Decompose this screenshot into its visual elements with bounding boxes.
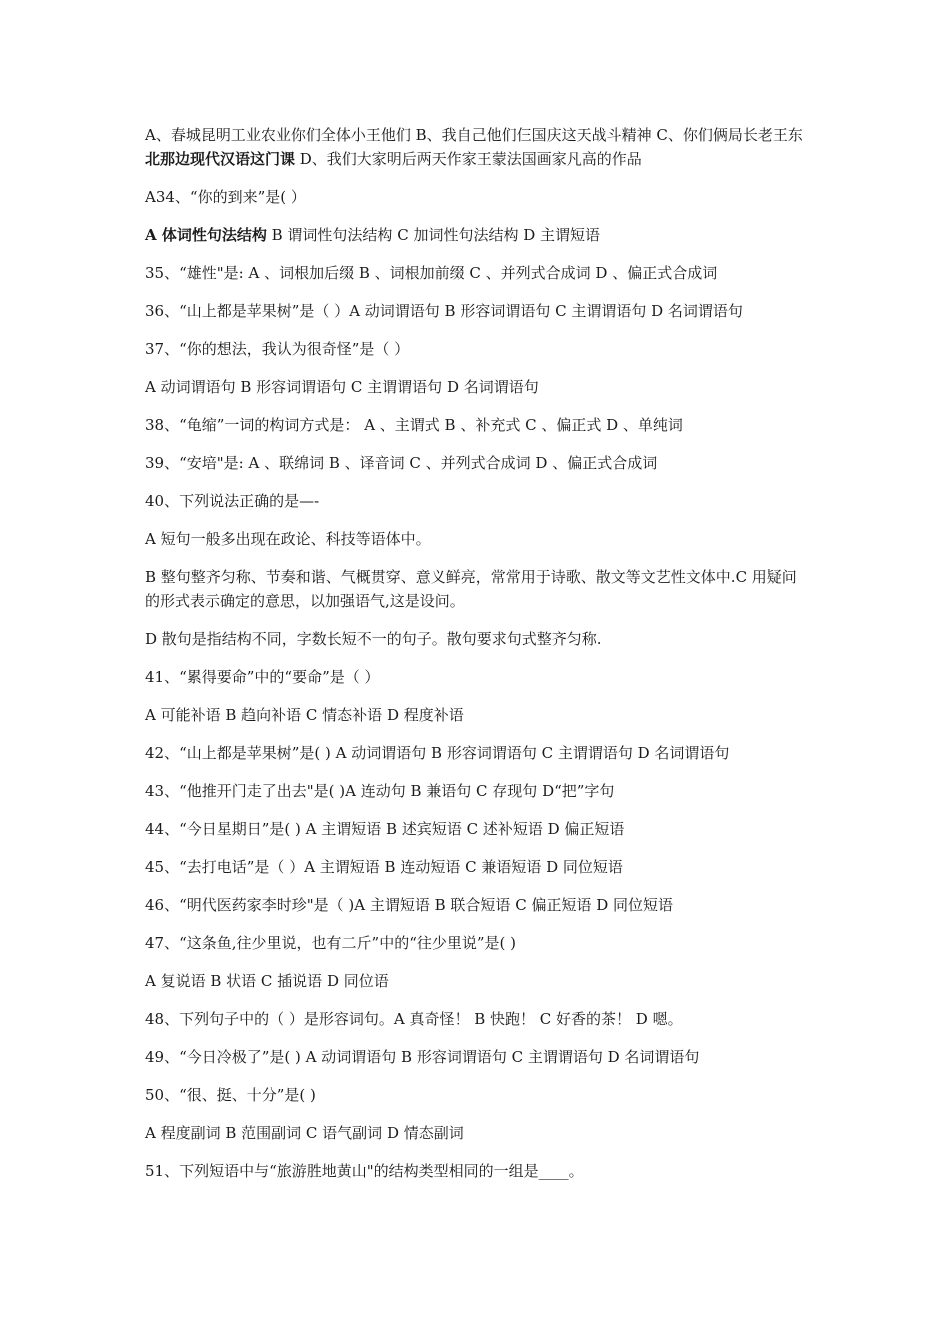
paragraph-12 [145,627,810,651]
text-run: 38、“龟缩”一词的构词方式是： A 、主谓式 B 、补充式 C 、偏正式 D 、单纯词 [145,416,683,434]
text-run: D 散句是指结构不同，字数长短不一的句子。散句要求句式整齐匀称. [145,630,602,648]
text-run: 50、“很、挺、十分”是( ) [145,1086,316,1104]
bold-text: 北那边现代汉语这门课 [145,150,296,168]
text-run: B 整句整齐匀称、节奏和谐、气概贯穿、意义鲜亮，常常用于诗歌、散文等文艺性文体中.C 用疑问的形式表示确定的意思，以加强语气,这是设问。 [145,568,797,610]
paragraph-4 [145,299,810,323]
text-run: 51、下列短语中与“旅游胜地黄山"的结构类型相同的一组是____。 [145,1162,584,1180]
text-run: A34、“你的到来”是( ） [145,188,306,206]
text-run: 37、“你的想法，我认为很奇怪”是（ ） [145,340,410,358]
paragraph-18 [145,855,810,879]
paragraph-20 [145,931,810,955]
text-run: 42、“山上都是苹果树”是( ) A 动词谓语句 B 形容词谓语句 C 主谓谓语句 D 名词谓语句 [145,744,730,762]
paragraph-14 [145,703,810,727]
text-run: 46、“明代医药家李时珍"是（ )A 主谓短语 B 联合短语 C 偏正短语 D 同位短语 [145,896,674,914]
bold-text: A 体词性句法结构 [145,226,267,244]
paragraph-17 [145,817,810,841]
text-run: D、我们大家明后两天作家王蒙法国画家凡高的作品 [295,150,642,168]
paragraph-6 [145,375,810,399]
paragraph-13 [145,665,810,689]
text-run: 48、下列句子中的（ ）是形容词句。A 真奇怪！ B 快跑！ C 好香的茶！ D 嗯。 [145,1010,683,1028]
text-run: A 动词谓语句 B 形容词谓语句 C 主谓谓语句 D 名词谓语句 [145,378,539,396]
paragraph-7 [145,413,810,437]
paragraph-21 [145,969,810,993]
text-run: A 短句一般多出现在政论、科技等语体中。 [145,530,431,548]
text-run: 45、“去打电话”是（ ）A 主谓短语 B 连动短语 C 兼语短语 D 同位短语 [145,858,623,876]
paragraph-5 [145,337,810,361]
text-run: A、春城昆明工业农业你们全体小王他们 B、我自己他们仨国庆这天战斗精神 C、你们俩局长老王东 [145,126,803,144]
paragraph-24 [145,1083,810,1107]
document-body [145,123,810,1197]
paragraph-2 [145,223,810,247]
text-run: A 程度副词 B 范围副词 C 语气副词 D 情态副词 [145,1124,464,1142]
paragraph-25 [145,1121,810,1145]
paragraph-16 [145,779,810,803]
text-run: 49、“今日冷极了”是( ) A 动词谓语句 B 形容词谓语句 C 主谓谓语句 D 名词谓语句 [145,1048,700,1066]
text-run: A 复说语 B 状语 C 插说语 D 同位语 [145,972,389,990]
paragraph-19 [145,893,810,917]
paragraph-0 [145,123,810,171]
paragraph-3 [145,261,810,285]
paragraph-15 [145,741,810,765]
paragraph-11 [145,565,810,613]
text-run: 41、“累得要命”中的“要命”是（ ） [145,668,380,686]
text-run: 40、下列说法正确的是—- [145,492,320,510]
text-run: B 谓词性句法结构 C 加词性句法结构 D 主谓短语 [266,226,601,244]
paragraph-23 [145,1045,810,1069]
paragraph-8 [145,451,810,475]
paragraph-1 [145,185,810,209]
text-run: 43、“他推开门走了出去"是( )A 连动句 B 兼语句 C 存现句 D“把”字句 [145,782,615,800]
text-run: A 可能补语 B 趋向补语 C 情态补语 D 程度补语 [145,706,464,724]
paragraph-26 [145,1159,810,1183]
paragraph-10 [145,527,810,551]
text-run: 39、“安培"是: A 、联绵词 B 、译音词 C 、并列式合成词 D 、偏正式合成词 [145,454,658,472]
text-run: 35、“雄性"是: A 、词根加后缀 B 、词根加前缀 C 、并列式合成词 D 、偏正式合成词 [145,264,718,282]
paragraph-22 [145,1007,810,1031]
text-run: 44、“今日星期日”是( ) A 主谓短语 B 述宾短语 C 述补短语 D 偏正短语 [145,820,625,838]
text-run: 36、“山上都是苹果树”是（ ）A 动词谓语句 B 形容词谓语句 C 主谓谓语句 D 名词谓语句 [145,302,743,320]
text-run: 47、“这条鱼,往少里说，也有二斤”中的“往少里说”是( ) [145,934,517,952]
paragraph-9 [145,489,810,513]
